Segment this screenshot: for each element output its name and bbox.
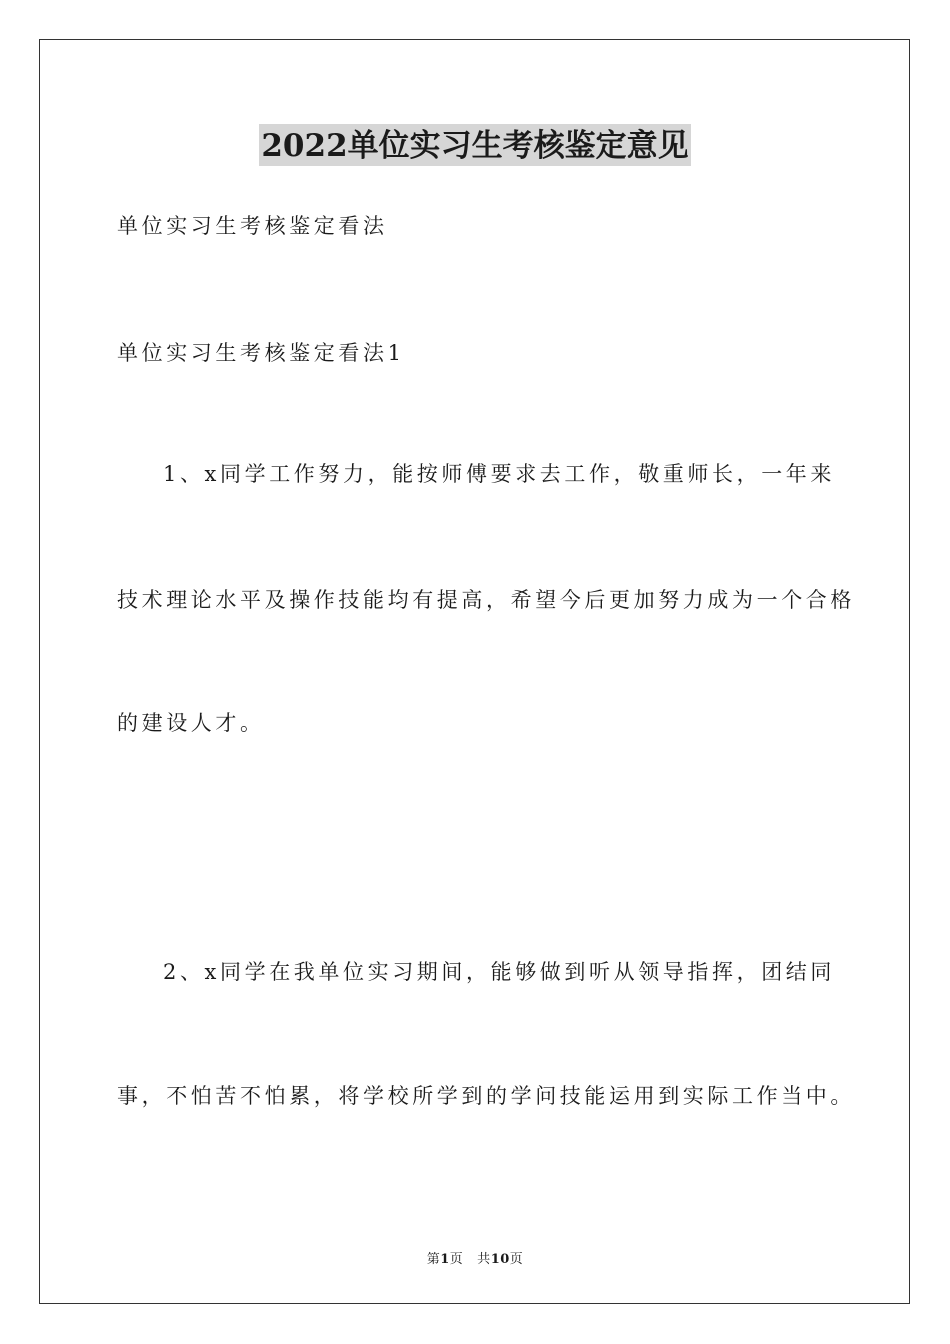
document-title: 2022单位实习生考核鉴定意见 (259, 124, 690, 166)
paragraph-2-line-1: 2、x同学在我单位实习期间，能够做到听从领导指挥，团结同 (163, 960, 836, 984)
page-label-suffix: 页 (449, 1252, 464, 1267)
paragraph-1-line-2: 技术理论水平及操作技能均有提高，希望今后更加努力成为一个合格 (117, 588, 855, 612)
section-heading: 单位实习生考核鉴定看法1 (117, 341, 405, 365)
paragraph-1-line-3: 的建设人才。 (117, 711, 265, 735)
total-pages: 10 (490, 1252, 510, 1267)
page-label-prefix: 第 (426, 1252, 441, 1267)
page-footer (0, 1248, 950, 1267)
paragraph-1-line-1: 1、x同学工作努力，能按师傅要求去工作，敬重师长，一年来 (163, 462, 836, 486)
page-number: 1 (440, 1252, 450, 1267)
total-label-prefix: 共 (477, 1252, 491, 1267)
paragraph-2-line-2: 事，不怕苦不怕累，将学校所学到的学问技能运用到实际工作当中。 (117, 1084, 855, 1108)
subtitle-line: 单位实习生考核鉴定看法 (117, 214, 388, 238)
title-container (0, 124, 950, 166)
total-label-suffix: 页 (509, 1252, 524, 1267)
